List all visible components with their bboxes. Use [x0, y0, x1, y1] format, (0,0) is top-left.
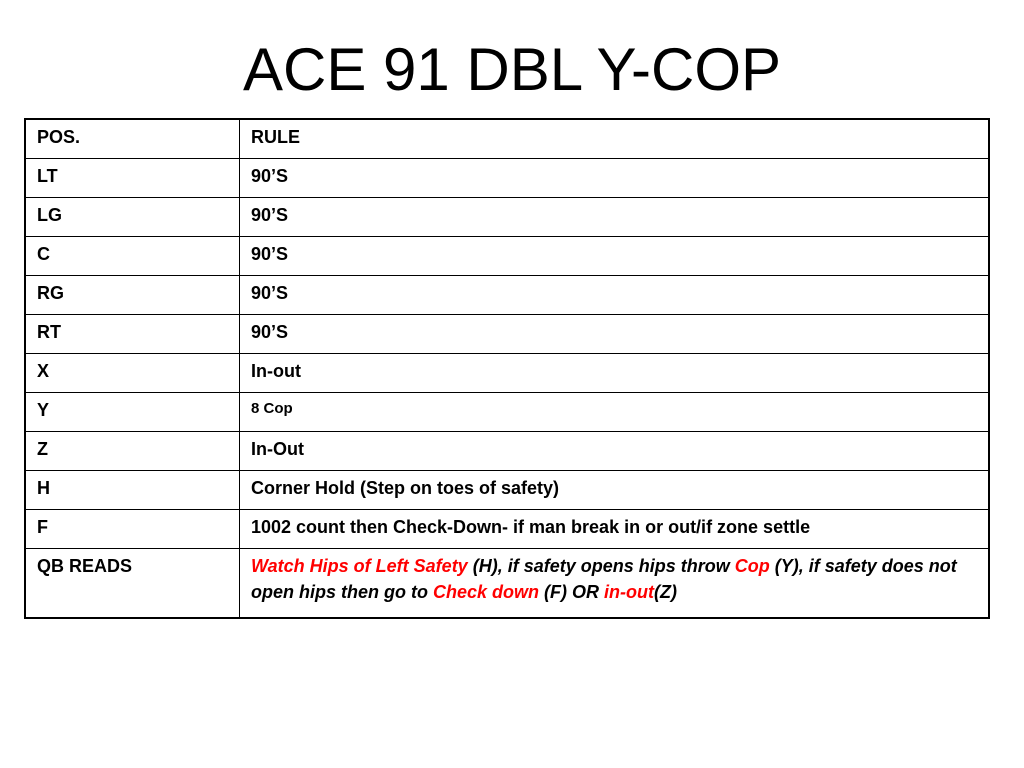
row-pos: RT	[25, 315, 240, 354]
qb-text-segment: (F) OR	[539, 582, 604, 602]
qb-text-segment: (Z)	[653, 582, 677, 602]
qb-highlight-check-down: Check down	[432, 582, 539, 602]
table-row	[25, 432, 989, 471]
qb-reads-rule	[240, 549, 990, 619]
qb-reads-row	[25, 549, 989, 619]
row-rule: 1002 count then Check-Down- if man break in or out/if zone settle	[240, 510, 990, 549]
row-pos: LG	[25, 198, 240, 237]
row-rule: 90’S	[240, 315, 990, 354]
table-row	[25, 510, 989, 549]
row-pos: X	[25, 354, 240, 393]
slide-title: ACE 91 DBL Y-COP	[242, 36, 782, 103]
row-rule: Corner Hold (Step on toes of safety)	[240, 471, 990, 510]
qb-text-segment: (H), if safety opens hips throw	[467, 556, 735, 576]
table-row	[25, 276, 989, 315]
table-row	[25, 471, 989, 510]
row-rule: 90’S	[240, 159, 990, 198]
qb-highlight-in-out: in-out	[604, 582, 654, 602]
table-row	[25, 159, 989, 198]
row-rule: 90’S	[240, 198, 990, 237]
qb-text-segment: (Y), if safety does not open hips then go to	[251, 556, 957, 602]
row-pos: RG	[25, 276, 240, 315]
row-rule: 90’S	[240, 237, 990, 276]
row-pos: H	[25, 471, 240, 510]
table-row	[25, 198, 989, 237]
table-header-row	[25, 119, 989, 159]
row-rule: 90’S	[240, 276, 990, 315]
table-row	[25, 237, 989, 276]
row-rule: 8 Cop	[240, 393, 990, 432]
qb-highlight-left-safety: Watch Hips of Left Safety	[251, 556, 468, 576]
qb-reads-text	[251, 553, 978, 605]
rules-table	[24, 118, 990, 619]
qb-highlight-cop: Cop	[734, 556, 770, 576]
table-row	[25, 354, 989, 393]
row-pos: LT	[25, 159, 240, 198]
row-pos: C	[25, 237, 240, 276]
row-rule: In-Out	[240, 432, 990, 471]
row-pos: Y	[25, 393, 240, 432]
row-rule: In-out	[240, 354, 990, 393]
table-row	[25, 393, 989, 432]
header-rule: RULE	[240, 119, 990, 159]
row-pos: Z	[25, 432, 240, 471]
rules-table-container	[24, 118, 990, 619]
header-pos: POS.	[25, 119, 240, 159]
table-row	[25, 315, 989, 354]
row-pos: F	[25, 510, 240, 549]
qb-reads-pos: QB READS	[25, 549, 240, 619]
